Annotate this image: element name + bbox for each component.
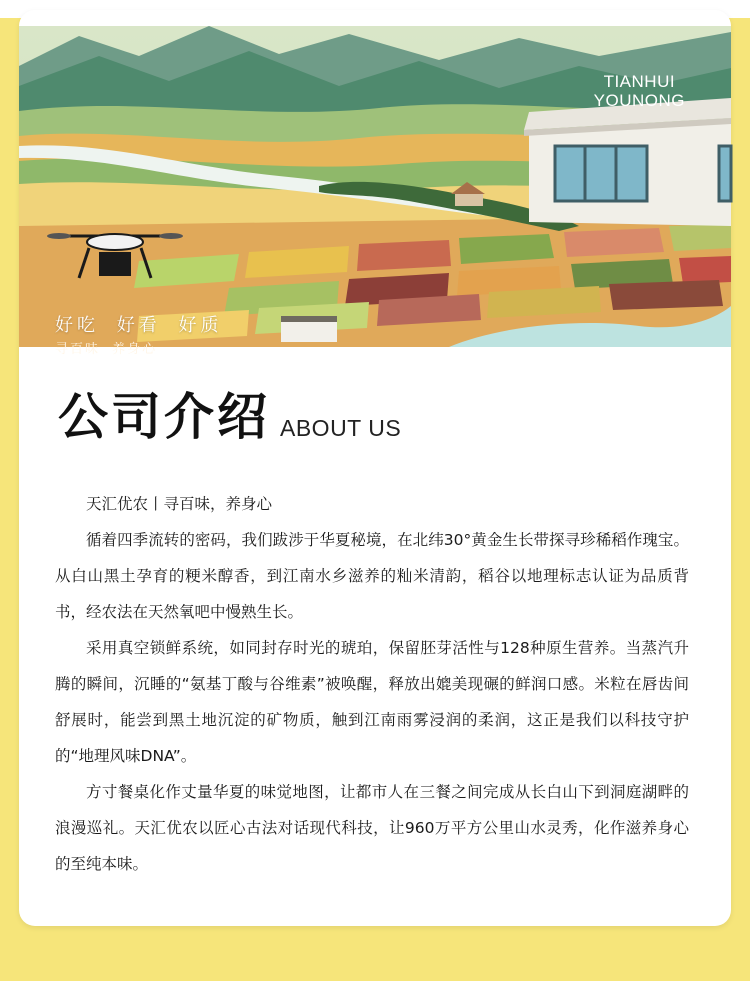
intro-paragraph: 循着四季流转的密码，我们跋涉于华夏秘境，在北纬30°黄金生长带探寻珍稀稻作瑰宝。从白山黑土孕育的粳米醇香，到江南水乡滋养的籼米清韵，稻谷以地理标志认证为品质背书，经农法在天然氧吧中慢熟生长。 (55, 531, 689, 621)
section-title-en: ABOUT US (280, 415, 402, 441)
brand-wordmark (594, 72, 685, 110)
about-card (19, 10, 731, 926)
section-heading (58, 388, 401, 446)
brand-line1: TIANHUI (603, 72, 676, 91)
hero-slogan: 好吃 好看 好质 (55, 315, 223, 336)
intro-paragraph: 采用真空锁鲜系统，如同封存时光的琥珀，保留胚芽活性与128种原生营养。当蒸汽升腾的瞬间，沉睡的“氨基丁酸与谷维素”被唤醒，释放出媲美现碾的鲜润口感。米粒在唇齿间舒展时，能尝到黑土地沉淀的矿物质，触到江南雨雾浸润的柔润，这正是我们以科技守护的“地理风味DNA”。 (55, 639, 689, 765)
section-title: 公司介绍 (58, 388, 270, 446)
hero-sub-slogan: 寻百味 养身心 (55, 342, 158, 357)
brand-line2: YOUNONG (593, 91, 685, 110)
intro-tagline: 天汇优农丨寻百味，养身心 (86, 495, 273, 513)
intro-text (55, 486, 689, 882)
hero-illustration (19, 26, 731, 357)
intro-paragraph: 方寸餐桌化作丈量华夏的味觉地图，让都市人在三餐之间完成从长白山下到洞庭湖畔的浪漫巡礼。天汇优农以匠心古法对话现代科技，让960万平方公里山水灵秀，化作滋养身心的至纯本味。 (55, 783, 689, 873)
